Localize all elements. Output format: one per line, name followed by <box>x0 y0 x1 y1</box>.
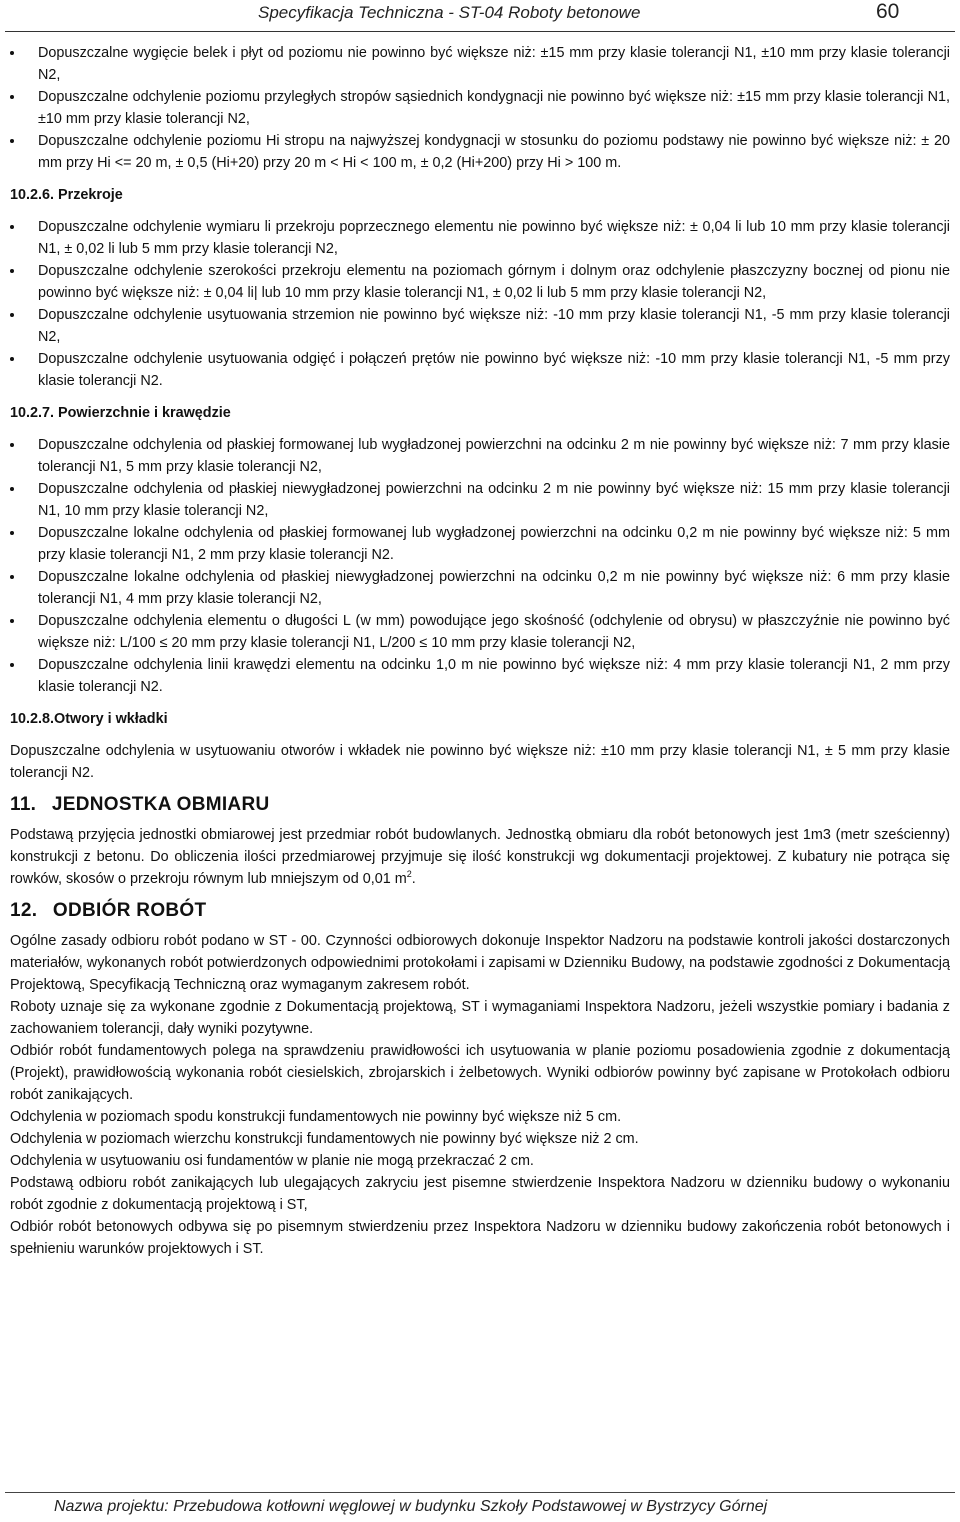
superscript: 2 <box>406 869 412 880</box>
list-item: Dopuszczalne odchylenia od płaskiej formowanej lub wygładzonej powierzchni na odcinku 2 m nie powinny być większe niż: 7 mm przy klasie tolerancji N1, 5 mm przy klasie tolerancji N2, <box>10 434 950 478</box>
paragraph-acceptance: Odchylenia w usytuowaniu osi fundamentów w planie nie mogą przekraczać 2 cm. <box>10 1153 534 1169</box>
paragraph-tail: . <box>411 871 416 887</box>
list-item: Dopuszczalne odchylenie usytuowania odgięć i połączeń prętów nie powinno być większe niż: -10 mm przy klasie tolerancji N1, -5 mm przy klasie tolerancji N2. <box>10 348 950 392</box>
paragraph-acceptance: Ogólne zasady odbioru robót podano w ST - 00. Czynności odbiorowych dokonuje Inspektor Nadzoru na podstawie kontroli jakości dostarczonych materiałów, wykonanych robót potwierdzonych odpowiednimi protokołami i zapisami w Dzienniku Budowy, na podstawie zgodności z Dokumentacją Projektową, Specyfikacją Techniczną oraz wymaganym zakresem robót. <box>10 933 950 993</box>
list-item: Dopuszczalne odchylenia od płaskiej niewygładzonej powierzchni na odcinku 2 m nie powinny być większe niż: 15 mm przy klasie tolerancji N1, 10 mm przy klasie tolerancji N2, <box>10 478 950 522</box>
section-title: ODBIÓR ROBÓT <box>52 900 207 921</box>
list-item: Dopuszczalne odchylenie poziomu Hi stropu na najwyższej kondygnacji w stosunku do poziomu podstawy nie powinno być większe niż: ± 20 mm przy Hi <= 20 m, ± 0,5 (Hi+20) przy 20 m < Hi < 100 m, ± 0,2 (Hi+200) przy Hi > 100 m. <box>10 130 950 174</box>
paragraph-openings: Dopuszczalne odchylenia w usytuowaniu otworów i wkładek nie powinno być większe niż: ±10 mm przy klasie tolerancji N1, ± 5 mm przy klasie tolerancji N2. <box>10 743 950 781</box>
heading-number: 10.2.6. <box>10 187 55 203</box>
paragraph-text: Podstawą przyjęcia jednostki obmiarowej jest przedmiar robót budowlanych. Jednostką obmiaru dla robót betonowych jest 1m3 (metr sześcienny) konstrukcji z betonu. Do obliczenia ilości przedmiarowej przyjmuje się ilość konstrukcji wg dokumentacji projektowej. Z kubatury nie potrąca się rowków, skosów o przekroju równym lub mniejszym od 0,01 m <box>10 827 950 887</box>
section-number: 11. <box>10 794 37 815</box>
section-number: 12. <box>10 900 38 921</box>
header-divider <box>5 31 955 32</box>
paragraph-acceptance: Odbiór robót betonowych odbywa się po pisemnym stwierdzeniu przez Inspektora Nadzoru w dzienniku budowy zakończenia robót betonowych i spełnieniu warunków projektowych i ST. <box>10 1219 950 1257</box>
paragraph-acceptance: Odchylenia w poziomach spodu konstrukcji fundamentowych nie powinny być większe niż 5 cm. <box>10 1109 622 1125</box>
heading-10-2-7 <box>10 402 950 424</box>
list-deflections <box>10 42 950 174</box>
heading-title: Przekroje <box>58 187 123 203</box>
paragraph-acceptance: Odbiór robót fundamentowych polega na sprawdzeniu prawidłowości ich usytuowania w planie poziomu posadowienia zgodnie z dokumentacją (Projekt), prawidłowością wykonania robót ciesielskich, zbrojarskich i żelbetowych. Wyniki odbiorów powinny być zapisane w Protokołach odbioru robót zanikających. <box>10 1043 950 1103</box>
section-heading-12 <box>10 898 950 924</box>
section-title: JEDNOSTKA OBMIARU <box>51 794 270 815</box>
paragraph-measurement-unit <box>10 824 950 890</box>
list-item: Dopuszczalne odchylenie szerokości przekroju elementu na poziomach górnym i dolnym oraz odchylenie płaszczyzny bocznej od pionu nie powinno być większe niż: ± 0,04 li| lub 10 mm przy klasie tolerancji N1, ± 0,02 li lub 5 mm przy klasie tolerancji N2, <box>10 260 950 304</box>
heading-title: Otwory i wkładki <box>54 711 168 727</box>
document-body <box>10 42 950 1260</box>
list-item: Dopuszczalne lokalne odchylenia od płaskiej formowanej lub wygładzonej powierzchni na odcinku 0,2 m nie powinny być większe niż: 5 mm przy klasie tolerancji N1, 2 mm przy klasie tolerancji N2. <box>10 522 950 566</box>
heading-number: 10.2.8. <box>10 711 55 727</box>
list-cross-sections <box>10 216 950 392</box>
header-title: Specyfikacja Techniczna - ST-04 Roboty betonowe <box>258 3 641 22</box>
list-item: Dopuszczalne odchylenia linii krawędzi elementu na odcinku 1,0 m nie powinno być większe niż: 4 mm przy klasie tolerancji N1, 2 mm przy klasie tolerancji N2. <box>10 654 950 698</box>
page-header <box>0 0 960 34</box>
list-item: Dopuszczalne odchylenie poziomu przyległych stropów sąsiednich kondygnacji nie powinno być większe niż: ±15 mm przy klasie tolerancji N1, ±10 mm przy klasie tolerancji N2, <box>10 86 950 130</box>
page-footer <box>0 1490 960 1522</box>
list-item: Dopuszczalne lokalne odchylenia od płaskiej niewygładzonej powierzchni na odcinku 0,2 m nie powinny być większe niż: 6 mm przy klasie tolerancji N1, 4 mm przy klasie tolerancji N2, <box>10 566 950 610</box>
page-number: 60 <box>876 0 900 23</box>
heading-title: Powierzchnie i krawędzie <box>58 405 231 421</box>
heading-number: 10.2.7. <box>10 405 55 421</box>
paragraph-acceptance: Roboty uznaje się za wykonane zgodnie z Dokumentacją projektową, ST i wymaganiami Inspektora Nadzoru, jeżeli wszystkie pomiary i badania z zachowaniem tolerancji, dały wyniki pozytywne. <box>10 999 950 1037</box>
heading-10-2-6 <box>10 184 950 206</box>
footer-project-name: Nazwa projektu: Przebudowa kotłowni węglowej w budynku Szkoły Podstawowej w Bystrzycy Górnej <box>54 1498 768 1515</box>
footer-divider <box>5 1492 955 1493</box>
list-item: Dopuszczalne odchylenia elementu o długości L (w mm) powodujące jego skośność (odchylenie od obrysu) w płaszczyźnie nie powinno być większe niż: L/100 ≤ 20 mm przy klasie tolerancji N1, L/200 ≤ 10 mm przy klasie tolerancji N2, <box>10 610 950 654</box>
heading-10-2-8 <box>10 708 950 730</box>
section-heading-11 <box>10 792 950 818</box>
list-item: Dopuszczalne odchylenie wymiaru li przekroju poprzecznego elementu nie powinno być większe niż: ± 0,04 li lub 10 mm przy klasie tolerancji N1, ± 0,02 li lub 5 mm przy klasie tolerancji N2, <box>10 216 950 260</box>
list-surfaces-edges <box>10 434 950 698</box>
paragraph-acceptance: Podstawą odbioru robót zanikających lub ulegających zakryciu jest pisemne stwierdzenie Inspektora Nadzoru w dzienniku budowy o wykonaniu robót zgodnie z dokumentacją projektową i ST, <box>10 1175 950 1213</box>
paragraph-acceptance: Odchylenia w poziomach wierzchu konstrukcji fundamentowych nie powinny być większe niż 2 cm. <box>10 1131 639 1147</box>
list-item: Dopuszczalne wygięcie belek i płyt od poziomu nie powinno być większe niż: ±15 mm przy klasie tolerancji N1, ±10 mm przy klasie tolerancji N2, <box>10 42 950 86</box>
list-item: Dopuszczalne odchylenie usytuowania strzemion nie powinno być większe niż: -10 mm przy klasie tolerancji N1, -5 mm przy klasie tolerancji N2, <box>10 304 950 348</box>
